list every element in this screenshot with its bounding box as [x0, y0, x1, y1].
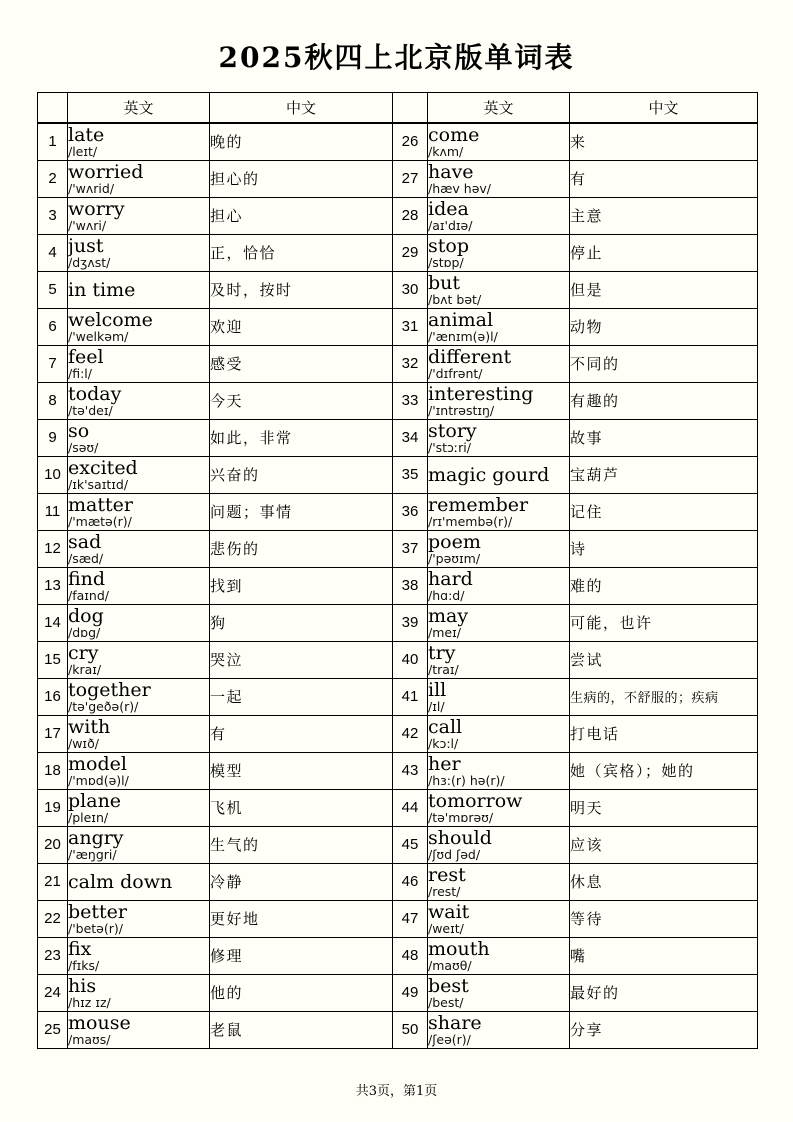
english-word: story	[428, 419, 477, 442]
chinese-meaning: 兴奋的	[210, 456, 393, 493]
phonetic: /maʊθ/	[428, 957, 472, 973]
english-cell	[68, 456, 210, 493]
english-cell	[68, 715, 210, 752]
row-number: 49	[393, 974, 428, 1011]
english-word: should	[428, 826, 492, 849]
table-row	[38, 641, 758, 678]
english-word: his	[68, 974, 97, 997]
chinese-meaning: 诗	[570, 530, 758, 567]
row-number: 21	[38, 863, 68, 900]
english-cell	[68, 863, 210, 900]
english-word: with	[68, 715, 111, 738]
english-cell	[68, 1011, 210, 1048]
row-number: 22	[38, 900, 68, 937]
english-word: worry	[68, 197, 125, 220]
chinese-meaning: 动物	[570, 308, 758, 345]
row-number: 9	[38, 419, 68, 456]
table-row	[38, 382, 758, 419]
phonetic: /'ɪntrəstɪŋ/	[428, 402, 495, 418]
chinese-meaning: 及时，按时	[210, 271, 393, 308]
chinese-meaning: 正，恰恰	[210, 234, 393, 271]
row-number: 6	[38, 308, 68, 345]
english-word: worried	[68, 160, 144, 183]
chinese-meaning: 修理	[210, 937, 393, 974]
english-word: wait	[428, 900, 470, 923]
table-row	[38, 863, 758, 900]
english-word: hard	[428, 567, 473, 590]
row-number: 44	[393, 789, 428, 826]
row-number: 20	[38, 826, 68, 863]
english-cell	[428, 715, 570, 752]
english-word: welcome	[68, 308, 153, 331]
table-row	[38, 197, 758, 234]
row-number: 32	[393, 345, 428, 382]
phonetic: /best/	[428, 994, 464, 1010]
row-number: 15	[38, 641, 68, 678]
table-row	[38, 234, 758, 271]
table-row	[38, 937, 758, 974]
row-number: 29	[393, 234, 428, 271]
english-word: share	[428, 1011, 482, 1034]
english-cell	[428, 123, 570, 160]
english-cell	[428, 493, 570, 530]
chinese-meaning: 找到	[210, 567, 393, 604]
english-cell	[68, 345, 210, 382]
row-number: 30	[393, 271, 428, 308]
row-number: 28	[393, 197, 428, 234]
phonetic: /tə'mɒrəʊ/	[428, 809, 494, 825]
row-number: 14	[38, 604, 68, 641]
chinese-meaning: 更好地	[210, 900, 393, 937]
english-word: late	[68, 123, 105, 146]
english-word: rest	[428, 863, 466, 886]
phonetic: /stɒp/	[428, 254, 464, 270]
table-row	[38, 456, 758, 493]
phonetic: /fi:l/	[68, 365, 92, 381]
english-cell	[428, 197, 570, 234]
phonetic: /ʃeə(r)/	[428, 1031, 471, 1047]
phonetic: /rest/	[428, 883, 461, 899]
header-english: 英文	[68, 93, 210, 124]
english-cell	[68, 271, 210, 308]
english-cell	[428, 1011, 570, 1048]
table-row	[38, 900, 758, 937]
row-number: 11	[38, 493, 68, 530]
phonetic: /traɪ/	[428, 661, 459, 677]
row-number: 34	[393, 419, 428, 456]
row-number: 10	[38, 456, 68, 493]
chinese-meaning: 有趣的	[570, 382, 758, 419]
phonetic: /sæd/	[68, 550, 104, 566]
english-cell	[428, 974, 570, 1011]
table-row	[38, 419, 758, 456]
row-number: 40	[393, 641, 428, 678]
english-cell	[68, 900, 210, 937]
english-word: call	[428, 715, 463, 738]
english-cell	[68, 382, 210, 419]
row-number: 43	[393, 752, 428, 789]
phonetic: /dɒg/	[68, 624, 101, 640]
row-number: 12	[38, 530, 68, 567]
english-cell	[68, 567, 210, 604]
chinese-meaning: 狗	[210, 604, 393, 641]
header-chinese: 中文	[210, 93, 393, 124]
chinese-meaning: 记住	[570, 493, 758, 530]
english-word: may	[428, 604, 469, 627]
english-cell	[68, 789, 210, 826]
chinese-meaning: 生病的，不舒服的；疾病	[570, 678, 758, 715]
chinese-meaning: 宝葫芦	[570, 456, 758, 493]
table-row	[38, 974, 758, 1011]
english-cell	[428, 752, 570, 789]
english-word: matter	[68, 493, 133, 516]
english-cell	[428, 937, 570, 974]
page-title: 2025秋四上北京版单词表	[218, 41, 575, 74]
english-cell	[68, 197, 210, 234]
phonetic: /'dɪfrənt/	[428, 365, 483, 381]
row-number: 4	[38, 234, 68, 271]
english-cell	[68, 234, 210, 271]
chinese-meaning: 但是	[570, 271, 758, 308]
header-row	[38, 93, 758, 124]
chinese-meaning: 停止	[570, 234, 758, 271]
chinese-meaning: 今天	[210, 382, 393, 419]
phonetic: /səʊ/	[68, 439, 99, 455]
row-number: 19	[38, 789, 68, 826]
phonetic: /pleɪn/	[68, 809, 109, 825]
row-number: 36	[393, 493, 428, 530]
chinese-meaning: 欢迎	[210, 308, 393, 345]
phonetic: /'mɒd(ə)l/	[68, 772, 129, 788]
chinese-meaning: 生气的	[210, 826, 393, 863]
phonetic: /kʌm/	[428, 143, 464, 159]
english-cell	[428, 678, 570, 715]
chinese-meaning: 一起	[210, 678, 393, 715]
table-row	[38, 345, 758, 382]
table-row	[38, 1011, 758, 1048]
english-word: calm down	[68, 870, 173, 893]
chinese-meaning: 主意	[570, 197, 758, 234]
english-cell	[68, 678, 210, 715]
row-number: 24	[38, 974, 68, 1011]
english-word: tomorrow	[428, 789, 523, 812]
chinese-meaning: 感受	[210, 345, 393, 382]
row-number: 7	[38, 345, 68, 382]
row-number: 38	[393, 567, 428, 604]
header-chinese: 中文	[570, 93, 758, 124]
row-number: 31	[393, 308, 428, 345]
english-word: better	[68, 900, 128, 923]
table-row	[38, 752, 758, 789]
phonetic: /kraɪ/	[68, 661, 102, 677]
phonetic: /hɪz ɪz/	[68, 994, 111, 1010]
chinese-meaning: 老鼠	[210, 1011, 393, 1048]
english-word: come	[428, 123, 480, 146]
english-cell	[428, 530, 570, 567]
row-number: 27	[393, 160, 428, 197]
english-word: different	[428, 345, 512, 368]
english-cell	[68, 160, 210, 197]
word-table	[37, 92, 758, 1049]
chinese-meaning: 哭泣	[210, 641, 393, 678]
phonetic: /ʃʊd ʃəd/	[428, 846, 481, 862]
header-num	[393, 93, 428, 124]
phonetic: /rɪ'membə(r)/	[428, 513, 513, 529]
chinese-meaning: 如此，非常	[210, 419, 393, 456]
table-row	[38, 715, 758, 752]
english-cell	[68, 419, 210, 456]
english-word: try	[428, 641, 456, 664]
row-number: 17	[38, 715, 68, 752]
chinese-meaning: 悲伤的	[210, 530, 393, 567]
row-number: 35	[393, 456, 428, 493]
phonetic: /'ænɪm(ə)l/	[428, 328, 498, 344]
english-cell	[428, 160, 570, 197]
chinese-meaning: 问题；事情	[210, 493, 393, 530]
phonetic: /'wʌrid/	[68, 180, 115, 196]
chinese-meaning: 他的	[210, 974, 393, 1011]
phonetic: /kɔ:l/	[428, 735, 459, 751]
english-word: animal	[428, 308, 494, 331]
english-word: remember	[428, 493, 529, 516]
english-cell	[428, 863, 570, 900]
phonetic: /dʒʌst/	[68, 254, 111, 270]
english-cell	[428, 419, 570, 456]
table-row	[38, 789, 758, 826]
chinese-meaning: 有	[570, 160, 758, 197]
english-word: model	[68, 752, 127, 775]
english-word: find	[68, 567, 106, 590]
english-word: sad	[68, 530, 102, 553]
english-word: angry	[68, 826, 124, 849]
row-number: 26	[393, 123, 428, 160]
english-cell	[68, 604, 210, 641]
english-cell	[428, 271, 570, 308]
english-word: so	[68, 419, 90, 442]
english-word: have	[428, 160, 474, 183]
english-word: interesting	[428, 382, 534, 405]
chinese-meaning: 担心	[210, 197, 393, 234]
chinese-meaning: 最好的	[570, 974, 758, 1011]
phonetic: /hɜ:(r) hə(r)/	[428, 772, 505, 788]
english-cell	[428, 900, 570, 937]
english-cell	[428, 345, 570, 382]
row-number: 47	[393, 900, 428, 937]
english-cell	[428, 382, 570, 419]
english-cell	[428, 604, 570, 641]
english-word: her	[428, 752, 461, 775]
row-number: 13	[38, 567, 68, 604]
english-word: plane	[68, 789, 122, 812]
english-word: magic gourd	[428, 463, 550, 486]
english-cell	[68, 752, 210, 789]
table-row	[38, 308, 758, 345]
phonetic: /'welkəm/	[68, 328, 129, 344]
row-number: 41	[393, 678, 428, 715]
english-word: together	[68, 678, 151, 701]
phonetic: /maʊs/	[68, 1031, 111, 1047]
phonetic: /'mætə(r)/	[68, 513, 132, 529]
english-word: just	[68, 234, 104, 257]
table-row	[38, 160, 758, 197]
chinese-meaning: 可能，也许	[570, 604, 758, 641]
phonetic: /weɪt/	[428, 920, 464, 936]
table-row	[38, 493, 758, 530]
header-num	[38, 93, 68, 124]
chinese-meaning: 休息	[570, 863, 758, 900]
english-cell	[428, 234, 570, 271]
english-word: mouse	[68, 1011, 131, 1034]
english-cell	[428, 641, 570, 678]
table-row	[38, 123, 758, 160]
english-word: fix	[68, 937, 92, 960]
english-word: feel	[68, 345, 104, 368]
word-table-header	[38, 93, 758, 124]
row-number: 23	[38, 937, 68, 974]
english-cell	[68, 937, 210, 974]
english-word: ill	[428, 678, 447, 701]
english-word: mouth	[428, 937, 490, 960]
row-number: 18	[38, 752, 68, 789]
english-word: dog	[68, 604, 104, 627]
table-row	[38, 604, 758, 641]
english-cell	[68, 826, 210, 863]
english-cell	[428, 456, 570, 493]
chinese-meaning: 担心的	[210, 160, 393, 197]
english-cell	[68, 308, 210, 345]
chinese-meaning: 不同的	[570, 345, 758, 382]
phonetic: /ɪl/	[428, 698, 445, 714]
row-number: 16	[38, 678, 68, 715]
chinese-meaning: 分享	[570, 1011, 758, 1048]
phonetic: /hɑ:d/	[428, 587, 465, 603]
phonetic: /'stɔːri/	[428, 439, 471, 455]
chinese-meaning: 故事	[570, 419, 758, 456]
english-cell	[68, 493, 210, 530]
phonetic: /hæv həv/	[428, 180, 492, 196]
phonetic: /'wʌri/	[68, 217, 107, 233]
chinese-meaning: 冷静	[210, 863, 393, 900]
phonetic: /aɪ'dɪə/	[428, 217, 473, 233]
english-cell	[428, 826, 570, 863]
english-cell	[68, 974, 210, 1011]
phonetic: /fɪks/	[68, 957, 100, 973]
header-english: 英文	[428, 93, 570, 124]
chinese-meaning: 明天	[570, 789, 758, 826]
english-word: in time	[68, 278, 136, 301]
english-cell	[428, 567, 570, 604]
english-cell	[428, 308, 570, 345]
row-number: 45	[393, 826, 428, 863]
row-number: 2	[38, 160, 68, 197]
phonetic: /'betə(r)/	[68, 920, 123, 936]
english-word: but	[428, 271, 461, 294]
phonetic: /'pəʊɪm/	[428, 550, 481, 566]
chinese-meaning: 她（宾格）；她的	[570, 752, 758, 789]
phonetic: /leɪt/	[68, 143, 98, 159]
chinese-meaning: 嘴	[570, 937, 758, 974]
english-word: excited	[68, 456, 138, 479]
row-number: 3	[38, 197, 68, 234]
row-number: 25	[38, 1011, 68, 1048]
row-number: 37	[393, 530, 428, 567]
phonetic: /'æŋgri/	[68, 846, 117, 862]
phonetic: /tə'deɪ/	[68, 402, 113, 418]
phonetic: /tə'geðə(r)/	[68, 698, 139, 714]
row-number: 42	[393, 715, 428, 752]
word-table-body	[38, 123, 758, 1048]
row-number: 46	[393, 863, 428, 900]
phonetic: /ɪk'saɪtɪd/	[68, 476, 129, 492]
row-number: 1	[38, 123, 68, 160]
english-cell	[68, 641, 210, 678]
table-row	[38, 567, 758, 604]
english-cell	[428, 789, 570, 826]
english-word: cry	[68, 641, 99, 664]
chinese-meaning: 难的	[570, 567, 758, 604]
english-word: best	[428, 974, 469, 997]
phonetic: /meɪ/	[428, 624, 461, 640]
english-word: idea	[428, 197, 469, 220]
chinese-meaning: 模型	[210, 752, 393, 789]
page-footer: 共3页，第1页	[355, 1084, 438, 1099]
row-number: 8	[38, 382, 68, 419]
chinese-meaning: 来	[570, 123, 758, 160]
english-cell	[68, 530, 210, 567]
table-row	[38, 271, 758, 308]
table-row	[38, 678, 758, 715]
row-number: 5	[38, 271, 68, 308]
row-number: 48	[393, 937, 428, 974]
phonetic: /bʌt bət/	[428, 291, 482, 307]
phonetic: /wɪð/	[68, 735, 99, 751]
chinese-meaning: 飞机	[210, 789, 393, 826]
chinese-meaning: 有	[210, 715, 393, 752]
row-number: 39	[393, 604, 428, 641]
english-word: stop	[428, 234, 469, 257]
english-word: today	[68, 382, 122, 405]
english-cell	[68, 123, 210, 160]
chinese-meaning: 打电话	[570, 715, 758, 752]
chinese-meaning: 晚的	[210, 123, 393, 160]
english-word: poem	[428, 530, 481, 553]
row-number: 50	[393, 1011, 428, 1048]
chinese-meaning: 应该	[570, 826, 758, 863]
phonetic: /faɪnd/	[68, 587, 109, 603]
row-number: 33	[393, 382, 428, 419]
chinese-meaning: 等待	[570, 900, 758, 937]
table-row	[38, 530, 758, 567]
chinese-meaning: 尝试	[570, 641, 758, 678]
table-row	[38, 826, 758, 863]
